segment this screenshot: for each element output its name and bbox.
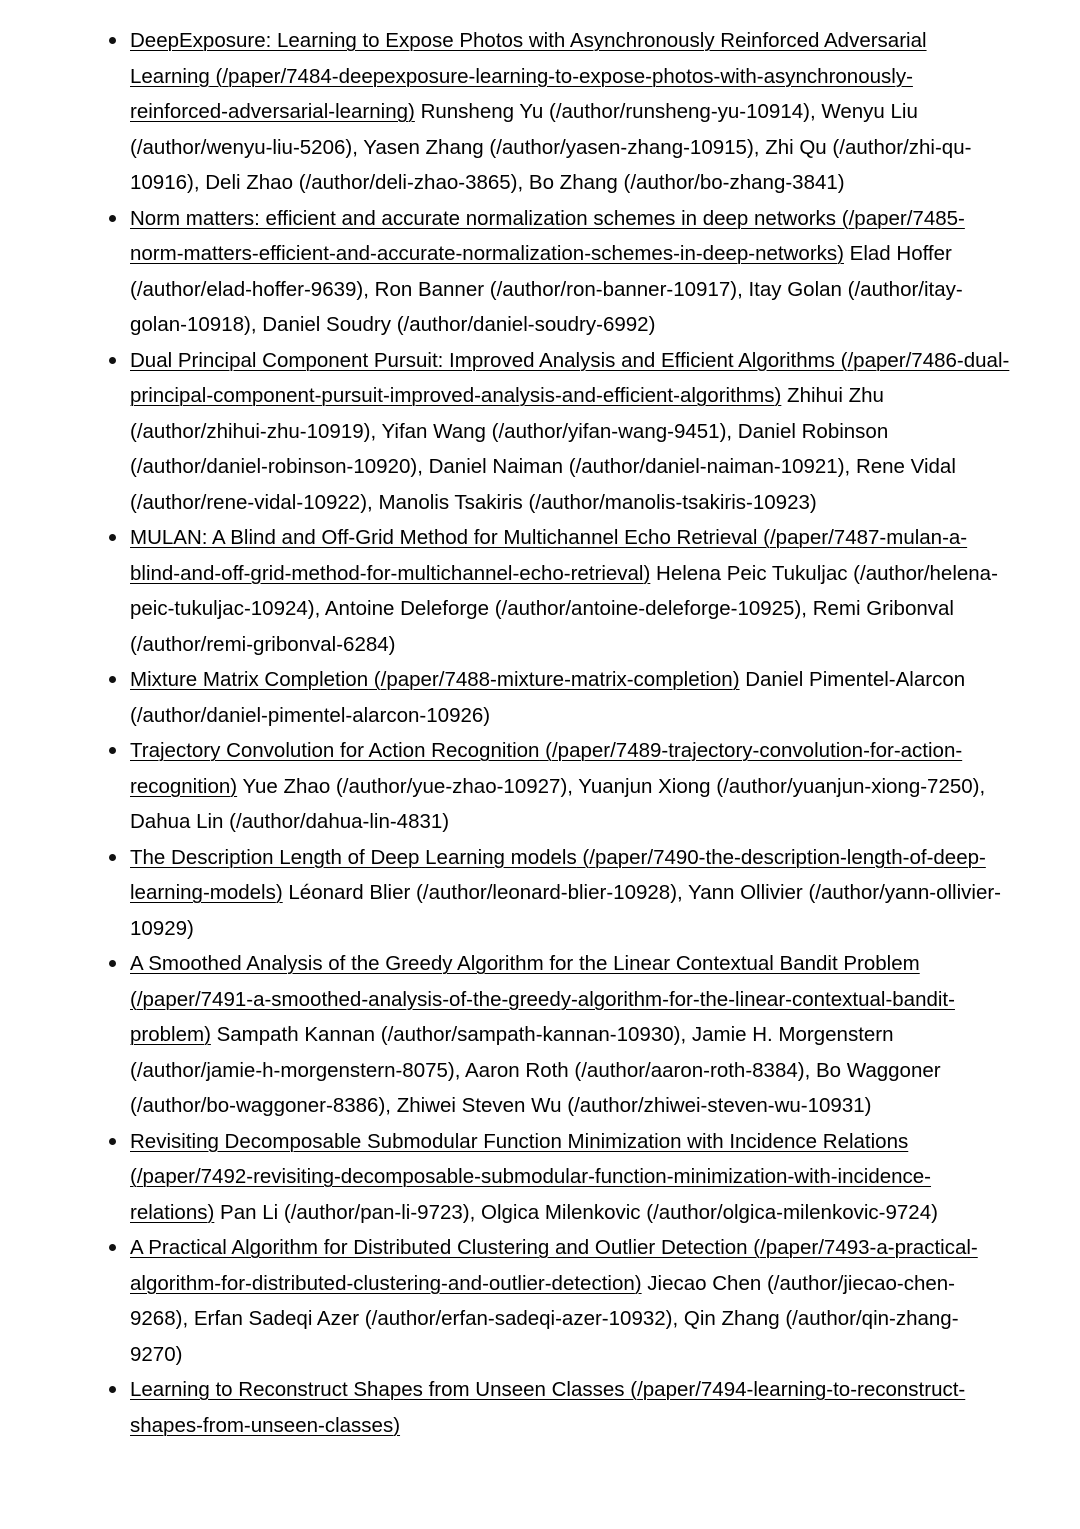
- author-path: /author/pan-li-9723: [290, 1200, 463, 1224]
- paper-title-link[interactable]: Mixture Matrix Completion (/paper/7488-mixture-matrix-completion): [130, 668, 740, 691]
- bullet-icon: [109, 37, 116, 44]
- author-name: Runsheng Yu: [420, 100, 544, 123]
- author-name: Ron Banner: [374, 277, 485, 301]
- bullet-icon: [109, 357, 116, 364]
- author-name: Erfan Sadeqi Azer: [193, 1307, 360, 1330]
- author-name: Zhihui Zhu: [787, 384, 884, 407]
- author-path: /author/qin-zhang-9270: [130, 1307, 959, 1366]
- paper-title-link[interactable]: A Practical Algorithm for Distributed Clustering and Outlier Detection (/paper/7493-a-practical-algorithm-for-distributed-clustering-and-outlier-detection): [130, 1236, 978, 1295]
- bullet-icon: [109, 1138, 116, 1145]
- paper-list-item: The Description Length of Deep Learning models (/paper/7490-the-description-length-of-deep-learning-models) Léonard Blier (/author/leonard-blier-10928), Yann Ollivier (/author/yann-ollivier-10929): [130, 840, 1010, 947]
- paper-title: A Practical Algorithm for Distributed Clustering and Outlier Detection: [130, 1236, 748, 1259]
- author-path: /author/manolis-tsakiris-10923: [535, 490, 810, 514]
- paper-list-item: Norm matters: efficient and accurate normalization schemes in deep networks (/paper/7485-norm-matters-efficient-and-accurate-normalization-schemes-in-deep-networks) Elad Hoffer (/author/elad-hoffer-9639), Ron Banner (/author/ron-banner-10917), Itay Golan (/author/itay-golan-10918), Daniel Soudry (/author/daniel-soudry-6992): [130, 201, 1010, 343]
- author-path: /author/zhihui-zhu-10919: [136, 419, 364, 443]
- author-name: Deli Zhao: [205, 171, 293, 194]
- paper-path: /paper/7492-revisiting-decomposable-submodular-function-minimization-with-incidence-relations: [130, 1165, 932, 1224]
- author-path: /author/deli-zhao-3865: [305, 171, 511, 194]
- paper-path: /paper/7494-learning-to-reconstruct-shapes-from-unseen-classes: [130, 1378, 966, 1437]
- author-path: /author/yifan-wang-9451: [498, 419, 720, 443]
- author-path: /author/erfan-sadeqi-azer-10932: [371, 1307, 666, 1330]
- paper-path: /paper/7489-trajectory-convolution-for-action-recognition: [130, 739, 963, 798]
- author-name: Olgica Milenkovic: [481, 1200, 641, 1224]
- author-name: Daniel Soudry: [262, 313, 391, 336]
- author-name: Yue Zhao: [242, 774, 331, 798]
- author-name: Zhiwei Steven Wu: [396, 1094, 562, 1117]
- paper-list-item: MULAN: A Blind and Off-Grid Method for Multichannel Echo Retrieval (/paper/7487-mulan-a-blind-and-off-grid-method-for-multichannel-echo-retrieval) Helena Peic Tukuljac (/author/helena-peic-tukuljac-10924), Antoine Deleforge (/author/antoine-deleforge-10925), Remi Gribonval (/author/remi-gribonval-6284): [130, 520, 1010, 662]
- author-name: Pan Li: [220, 1200, 279, 1224]
- bullet-icon: [109, 1244, 116, 1251]
- paper-title: Mixture Matrix Completion: [130, 668, 369, 691]
- author-path: /author/yue-zhao-10927: [342, 774, 561, 798]
- author-name: Yuanjun Xiong: [578, 774, 711, 798]
- author-path: /author/wenyu-liu-5206: [136, 135, 346, 159]
- paper-title: A Smoothed Analysis of the Greedy Algorithm for the Linear Contextual Bandit Problem: [130, 952, 920, 975]
- paper-title-link[interactable]: Revisiting Decomposable Submodular Function Minimization with Incidence Relations (/paper/7492-revisiting-decomposable-submodular-function-minimization-with-incidence-relations): [130, 1129, 932, 1224]
- author-path: /author/bo-zhang-3841: [630, 171, 838, 194]
- author-name: Wenyu Liu: [821, 100, 918, 123]
- author-path: /author/daniel-pimentel-alarcon-10926: [136, 703, 484, 727]
- author-path: /author/leonard-blier-10928: [422, 881, 671, 904]
- bullet-icon: [109, 854, 116, 861]
- paper-title: Dual Principal Component Pursuit: Improved Analysis and Efficient Algorithms: [130, 348, 835, 372]
- paper-list-item: Trajectory Convolution for Action Recognition (/paper/7489-trajectory-convolution-for-action-recognition) Yue Zhao (/author/yue-zhao-10927), Yuanjun Xiong (/author/yuanjun-xiong-7250), Dahua Lin (/author/dahua-lin-4831): [130, 733, 1010, 840]
- author-name: Bo Waggoner: [816, 1058, 941, 1082]
- author-name: Jiecao Chen: [647, 1271, 762, 1295]
- paper-title: Revisiting Decomposable Submodular Function Minimization with Incidence Relations: [130, 1129, 909, 1153]
- author-path: /author/itay-golan-10918: [130, 277, 963, 336]
- paper-title: Norm matters: efficient and accurate normalization schemes in deep networks: [130, 206, 837, 230]
- paper-title-link[interactable]: Trajectory Convolution for Action Recognition (/paper/7489-trajectory-convolution-for-action-recognition): [130, 739, 963, 798]
- bullet-icon: [109, 960, 116, 967]
- author-path: /author/daniel-robinson-10920: [136, 455, 411, 478]
- author-path: /author/sampath-kannan-10930: [387, 1023, 674, 1046]
- author-path: /author/jamie-h-morgenstern-8075: [136, 1058, 448, 1082]
- author-name: Zhi Qu: [765, 135, 827, 159]
- author-name: Elad Hoffer: [849, 242, 952, 265]
- author-name: Bo Zhang: [528, 171, 618, 194]
- paper-title: The Description Length of Deep Learning models: [130, 845, 577, 869]
- paper-list-item: DeepExposure: Learning to Expose Photos with Asynchronously Reinforced Adversarial Learning (/paper/7484-deepexposure-learning-to-expose-photos-with-asynchronously-reinforced-adversarial-learning) Runsheng Yu (/author/runsheng-yu-10914), Wenyu Liu (/author/wenyu-liu-5206), Yasen Zhang (/author/yasen-zhang-10915), Zhi Qu (/author/zhi-qu-10916), Deli Zhao (/author/deli-zhao-3865), Bo Zhang (/author/bo-zhang-3841): [130, 23, 1010, 201]
- author-name: Yasen Zhang: [363, 135, 484, 159]
- author-path: /author/aaron-roth-8384: [581, 1058, 798, 1082]
- author-path: /author/yuanjun-xiong-7250: [723, 774, 973, 798]
- paper-path: /paper/7486-dual-principal-component-pursuit-improved-analysis-and-efficient-algorithms: [130, 348, 1010, 407]
- paper-title: Trajectory Convolution for Action Recognition: [130, 739, 540, 762]
- paper-path: /paper/7488-mixture-matrix-completion: [380, 668, 733, 691]
- paper-title-link[interactable]: The Description Length of Deep Learning models (/paper/7490-the-description-length-of-deep-learning-models): [130, 845, 986, 904]
- author-path: /author/rene-vidal-10922: [136, 490, 361, 514]
- author-name: Sampath Kannan: [216, 1023, 376, 1046]
- bullet-icon: [109, 676, 116, 683]
- paper-title-link[interactable]: Norm matters: efficient and accurate normalization schemes in deep networks (/paper/7485-norm-matters-efficient-and-accurate-normalization-schemes-in-deep-networks): [130, 206, 965, 265]
- paper-path: /paper/7485-norm-matters-efficient-and-accurate-normalization-schemes-in-deep-networks: [130, 206, 965, 265]
- paper-title-link[interactable]: Learning to Reconstruct Shapes from Unseen Classes (/paper/7494-learning-to-reconstruct-shapes-from-unseen-classes): [130, 1378, 966, 1437]
- author-path: /author/elad-hoffer-9639: [136, 277, 357, 301]
- author-path: /author/zhi-qu-10916: [130, 135, 972, 194]
- author-path: /author/jiecao-chen-9268: [130, 1271, 955, 1330]
- author-name: Aaron Roth: [465, 1058, 569, 1082]
- author-path: /author/daniel-naiman-10921: [575, 455, 838, 478]
- paper-list-item: Mixture Matrix Completion (/paper/7488-mixture-matrix-completion) Daniel Pimentel-Alarcon (/author/daniel-pimentel-alarcon-10926): [130, 662, 1010, 733]
- author-name: Yann Ollivier: [688, 881, 803, 904]
- bullet-icon: [109, 534, 116, 541]
- author-name: Remi Gribonval: [812, 597, 954, 620]
- author-name: Daniel Robinson: [737, 419, 889, 443]
- author-path: /author/zhiwei-steven-wu-10931: [574, 1094, 865, 1117]
- paper-title-link[interactable]: DeepExposure: Learning to Expose Photos with Asynchronously Reinforced Adversarial Learning (/paper/7484-deepexposure-learning-to-expose-photos-with-asynchronously-reinforced-adversarial-learning): [130, 29, 927, 123]
- author-name: Itay Golan: [748, 277, 842, 301]
- paper-title-link[interactable]: A Smoothed Analysis of the Greedy Algorithm for the Linear Contextual Bandit Problem (/paper/7491-a-smoothed-analysis-of-the-greedy-algorithm-for-the-linear-contextual-bandit-problem): [130, 952, 955, 1046]
- bullet-icon: [109, 1386, 116, 1393]
- paper-list-item: Revisiting Decomposable Submodular Function Minimization with Incidence Relations (/paper/7492-revisiting-decomposable-submodular-function-minimization-with-incidence-relations) Pan Li (/author/pan-li-9723), Olgica Milenkovic (/author/olgica-milenkovic-9724): [130, 1124, 1010, 1231]
- paper-title-link[interactable]: MULAN: A Blind and Off-Grid Method for Multichannel Echo Retrieval (/paper/7487-mulan-a-blind-and-off-grid-method-for-multichannel-echo-retrieval): [130, 526, 968, 585]
- author-path: /author/yann-ollivier-10929: [130, 881, 1002, 940]
- paper-path: /paper/7493-a-practical-algorithm-for-distributed-clustering-and-outlier-detection: [130, 1236, 978, 1295]
- paper-list-item: [130, 1372, 1010, 1443]
- author-name: Qin Zhang: [683, 1307, 780, 1330]
- paper-list-item: A Smoothed Analysis of the Greedy Algorithm for the Linear Contextual Bandit Problem (/paper/7491-a-smoothed-analysis-of-the-greedy-algorithm-for-the-linear-contextual-bandit-problem) Sampath Kannan (/author/sampath-kannan-10930), Jamie H. Morgenstern (/author/jamie-h-morgenstern-8075), Aaron Roth (/author/aaron-roth-8384), Bo Waggoner (/author/bo-waggoner-8386), Zhiwei Steven Wu (/author/zhiwei-steven-wu-10931): [130, 946, 1010, 1124]
- author-name: Léonard Blier: [288, 881, 411, 904]
- author-path: /author/bo-waggoner-8386: [136, 1094, 379, 1117]
- paper-path: /paper/7487-mulan-a-blind-and-off-grid-method-for-multichannel-echo-retrieval: [130, 526, 968, 585]
- paper-path: /paper/7490-the-description-length-of-deep-learning-models: [130, 845, 986, 904]
- paper-list-item: A Practical Algorithm for Distributed Clustering and Outlier Detection (/paper/7493-a-practical-algorithm-for-distributed-clustering-and-outlier-detection) Jiecao Chen (/author/jiecao-chen-9268), Erfan Sadeqi Azer (/author/erfan-sadeqi-azer-10932), Qin Zhang (/author/qin-zhang-9270): [130, 1230, 1010, 1372]
- author-name: Antoine Deleforge: [324, 597, 489, 620]
- author-name: Daniel Naiman: [428, 455, 564, 478]
- bullet-icon: [109, 747, 116, 754]
- paper-path: /paper/7484-deepexposure-learning-to-expose-photos-with-asynchronously-reinforced-adversarial-learning: [130, 64, 913, 123]
- author-path: /author/ron-banner-10917: [496, 277, 731, 301]
- bullet-icon: [109, 215, 116, 222]
- paper-title: Learning to Reconstruct Shapes from Unseen Classes: [130, 1378, 625, 1401]
- author-path: /author/yasen-zhang-10915: [496, 135, 747, 159]
- author-path: /author/daniel-soudry-6992: [403, 313, 649, 336]
- author-name: Jamie H. Morgenstern: [691, 1023, 894, 1046]
- author-path: /author/helena-peic-tukuljac-10924: [130, 561, 998, 620]
- paper-path: /paper/7491-a-smoothed-analysis-of-the-greedy-algorithm-for-the-linear-contextual-bandit-problem: [130, 987, 955, 1046]
- author-path: /author/runsheng-yu-10914: [555, 100, 804, 123]
- author-path: /author/olgica-milenkovic-9724: [653, 1200, 932, 1224]
- author-name: Helena Peic Tukuljac: [656, 561, 848, 585]
- author-name: Dahua Lin: [130, 810, 224, 833]
- author-name: Rene Vidal: [855, 455, 956, 478]
- author-name: Manolis Tsakiris: [378, 490, 523, 514]
- author-path: /author/dahua-lin-4831: [236, 810, 443, 833]
- author-path: /author/remi-gribonval-6284: [136, 632, 389, 656]
- author-name: Daniel Pimentel-Alarcon: [745, 668, 966, 691]
- paper-list: [130, 23, 1010, 1443]
- author-path: /author/antoine-deleforge-10925: [501, 597, 795, 620]
- paper-title-link[interactable]: Dual Principal Component Pursuit: Improved Analysis and Efficient Algorithms (/paper/7486-dual-principal-component-pursuit-improved-analysis-and-efficient-algorithms): [130, 348, 1010, 407]
- paper-title: DeepExposure: Learning to Expose Photos with Asynchronously Reinforced Adversarial Learning: [130, 29, 927, 88]
- paper-title: MULAN: A Blind and Off-Grid Method for Multichannel Echo Retrieval: [130, 526, 758, 549]
- paper-list-item: Dual Principal Component Pursuit: Improved Analysis and Efficient Algorithms (/paper/7486-dual-principal-component-pursuit-improved-analysis-and-efficient-algorithms) Zhihui Zhu (/author/zhihui-zhu-10919), Yifan Wang (/author/yifan-wang-9451), Daniel Robinson (/author/daniel-robinson-10920), Daniel Naiman (/author/daniel-naiman-10921), Rene Vidal (/author/rene-vidal-10922), Manolis Tsakiris (/author/manolis-tsakiris-10923): [130, 343, 1010, 521]
- author-name: Yifan Wang: [381, 419, 486, 443]
